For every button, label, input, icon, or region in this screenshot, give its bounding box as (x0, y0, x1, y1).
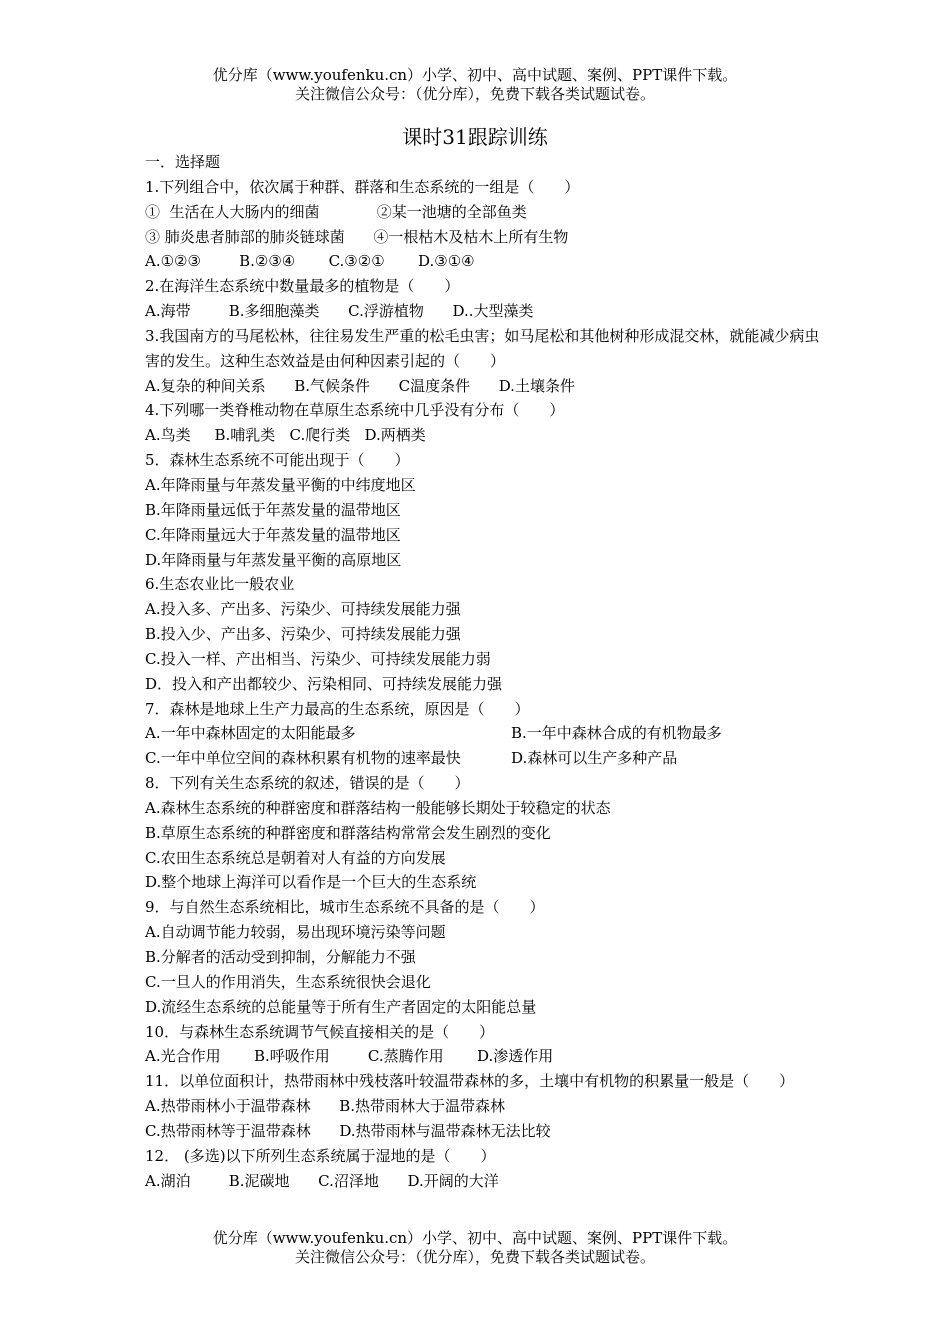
question-6-stem: 6.生态农业比一般农业 (145, 575, 295, 594)
question-4-options: A.鸟类 B.哺乳类 C.爬行类 D.两栖类 (145, 426, 426, 445)
question-1-options: A.①②③ B.②③④ C.③②① D.③①④ (145, 252, 475, 271)
page-header (0, 66, 950, 104)
question-6-option-a: A.投入多、产出多、污染少、可持续发展能力强 (145, 600, 461, 619)
question-10-stem: 10．与森林生态系统调节气候直接相关的是（ ） (145, 1022, 495, 1041)
question-6-option-c: C.投入一样、产出相当、污染少、可持续发展能力弱 (145, 649, 491, 668)
question-12-stem: 12． (多选)以下所列生态系统属于湿地的是（ ） (145, 1146, 496, 1165)
question-8-stem: 8．下列有关生态系统的叙述，错误的是（ ） (145, 774, 470, 793)
question-9-option-c: C.一旦人的作用消失，生态系统很快会退化 (145, 972, 431, 991)
question-9-option-a: A.自动调节能力较弱，易出现环境污染等问题 (145, 923, 446, 942)
question-2-options: A.海带 B.多细胞藻类 C.浮游植物 D..大型藻类 (145, 302, 534, 321)
section-heading: 一．选择题 (145, 153, 221, 171)
question-3-options: A.复杂的种间关系 B.气候条件 C温度条件 D.土壤条件 (145, 376, 575, 395)
footer-line-2: 关注微信公众号：（优分库），免费下载各类试题试卷。 (294, 1248, 655, 1266)
question-5-stem: 5．森林生态系统不可能出现于（ ） (145, 451, 410, 470)
question-5-option-b: B.年降雨量远低于年蒸发量的温带地区 (145, 500, 401, 519)
question-2-stem: 2.在海洋生态系统中数量最多的植物是（ ） (145, 277, 460, 296)
question-7-options-row-2 (145, 746, 825, 771)
header-line-1: 优分库（www.youfenku.cn）小学、初中、高中试题、案例、PPT课件下载。 (212, 66, 738, 84)
page-footer (0, 1229, 950, 1267)
question-4-stem: 4.下列哪一类脊椎动物在草原生态系统中几乎没有分布（ ） (145, 401, 565, 420)
question-7-option-b: B.一年中森林合成的有机物最多 (511, 724, 722, 743)
footer-line-1: 优分库（www.youfenku.cn）小学、初中、高中试题、案例、PPT课件下载。 (212, 1229, 738, 1247)
question-6-option-d: D．投入和产出都较少、污染相同、可持续发展能力强 (145, 674, 503, 693)
question-list (145, 150, 825, 1193)
question-3-stem: 3.我国南方的马尾松林，往往易发生严重的松毛虫害；如马尾松和其他树种形成混交林，就能减少病虫害的发生。这种生态效益是由何种因素引起的（ ） (145, 326, 820, 370)
question-1-stem: 1.下列组合中，依次属于种群、群落和生态系统的一组是（ ） (145, 177, 580, 196)
question-11-options-row-2: C.热带雨林等于温带森林 D.热带雨林与温带森林无法比较 (145, 1121, 551, 1140)
question-9-stem: 9．与自然生态系统相比，城市生态系统不具备的是（ ） (145, 898, 545, 917)
question-5-option-a: A.年降雨量与年蒸发量平衡的中纬度地区 (145, 475, 416, 494)
page-title: 课时31跟踪训练 (402, 125, 548, 149)
question-11-stem: 11．以单位面积计，热带雨林中残枝落叶较温带森林的多，土壤中有机物的积累量一般是（ ） (145, 1072, 795, 1091)
question-8-option-c: C.农田生态系统总是朝着对人有益的方向发展 (145, 848, 446, 867)
question-5-option-c: C.年降雨量远大于年蒸发量的温带地区 (145, 525, 401, 544)
question-8-option-d: D.整个地球上海洋可以看作是一个巨大的生态系统 (145, 873, 477, 892)
header-line-2: 关注微信公众号：（优分库），免费下载各类试题试卷。 (294, 85, 655, 103)
question-5-option-d: D.年降雨量与年蒸发量平衡的高原地区 (145, 550, 402, 569)
question-12-options: A.湖泊 B.泥碳地 C.沼泽地 D.开阔的大洋 (145, 1171, 499, 1190)
question-8-option-a: A.森林生态系统的种群密度和群落结构一般能够长期处于较稳定的状态 (145, 798, 611, 817)
question-7-option-a: A.一年中森林固定的太阳能最多 (145, 724, 356, 743)
question-7-stem: 7．森林是地球上生产力最高的生态系统，原因是（ ） (145, 699, 530, 718)
question-9-option-b: B.分解者的活动受到抑制，分解能力不强 (145, 948, 416, 966)
question-11-options-row-1: A.热带雨林小于温带森林 B.热带雨林大于温带森林 (145, 1097, 506, 1116)
question-6-option-b: B.投入少、产出多、污染少、可持续发展能力强 (145, 625, 461, 644)
question-10-options: A.光合作用 B.呼吸作用 C.蒸腾作用 D.渗透作用 (145, 1047, 554, 1066)
question-8-option-b: B.草原生态系统的种群密度和群落结构常常会发生剧烈的变化 (145, 823, 551, 842)
question-7-option-c: C.一年中单位空间的森林积累有机物的速率最快 (145, 749, 461, 768)
question-9-option-d: D.流经生态系统的总能量等于所有生产者固定的太阳能总量 (145, 997, 537, 1016)
question-7-option-d: D.森林可以生产多种产品 (511, 749, 678, 768)
question-1-option-line: ③ 肺炎患者肺部的肺炎链球菌 ④一根枯木及枯木上所有生物 (145, 227, 569, 246)
question-1-option-line: ① 生活在人大肠内的细菌 ②某一池塘的全部鱼类 (145, 202, 527, 221)
question-7-options-row-1 (145, 721, 825, 746)
